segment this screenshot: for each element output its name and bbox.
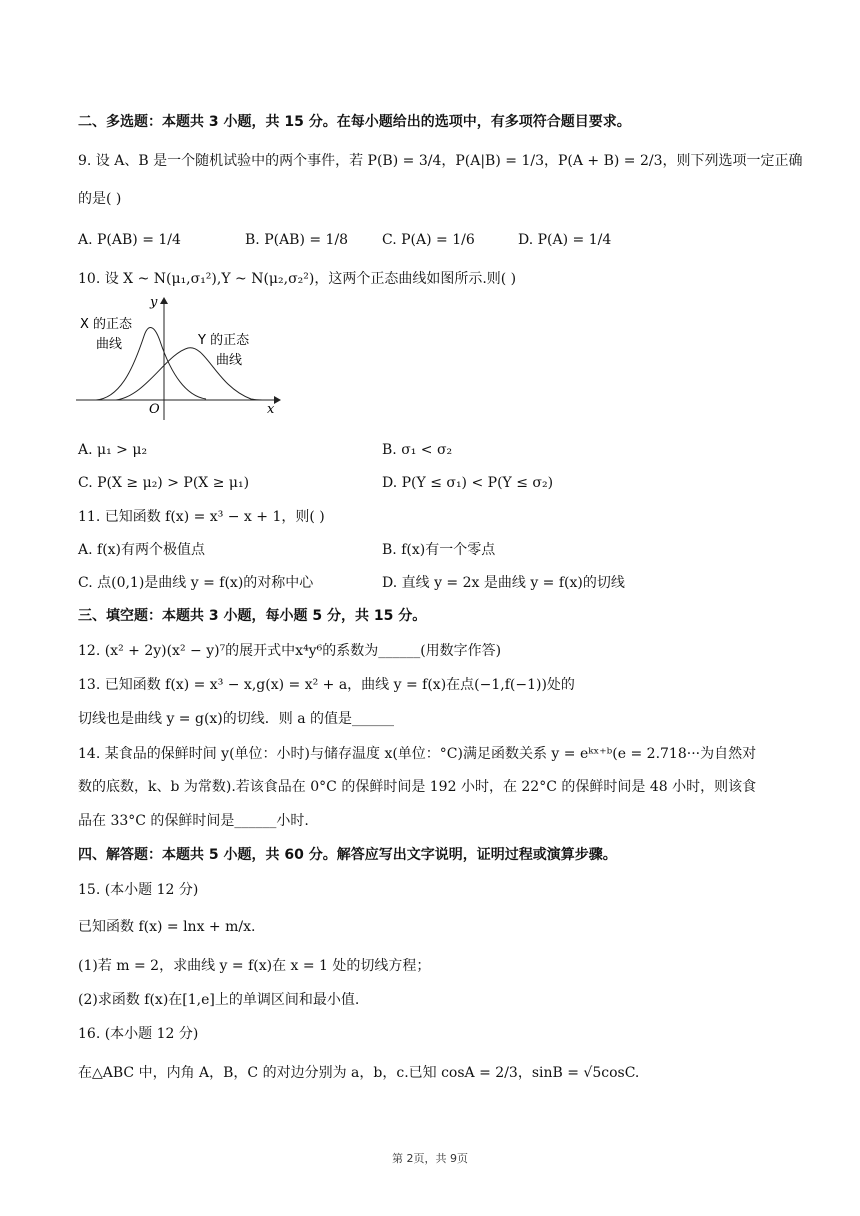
x-curve-label-line2: 曲线 (96, 337, 123, 352)
q9-option-c: C. P(A) = 1/6 (382, 232, 475, 248)
q15-part2: (2)求函数 f(x)在[1,e]上的单调区间和最小值. (78, 992, 360, 1008)
q10-stem: 10. 设 X ~ N(μ₁,σ₁²),Y ~ N(μ₂,σ₂²)，这两个正态曲线如图所示.则( ) (78, 271, 517, 287)
normal-curves-figure (76, 296, 282, 422)
q10-option-c: C. P(X ≥ μ₂) > P(X ≥ μ₁) (78, 475, 250, 491)
q13-stem-line1: 13. 已知函数 f(x) = x³ − x,g(x) = x² + a，曲线 y = f(x)在点(−1,f(−1))处的 (78, 677, 575, 693)
q12-stem: 12. (x² + 2y)(x² − y)⁷的展开式中x⁴y⁶的系数为______(用数字作答) (78, 643, 502, 659)
q16-title: 16. (本小题 12 分) (78, 1026, 199, 1042)
q9-option-b: B. P(AB) = 1/8 (245, 232, 349, 248)
page-footer: 第 2页，共 9页 (392, 1152, 468, 1165)
q16-stem: 在△ABC 中，内角 A，B，C 的对边分别为 a，b，c.已知 cosA = 2/3，sinB = √5cosC. (78, 1065, 640, 1081)
q14-stem-line1: 14. 某食品的保鲜时间 y(单位：小时)与储存温度 x(单位：°C)满足函数关系 y = eᵏˣ⁺ᵇ(e = 2.718···为自然对 (78, 746, 757, 762)
y-axis-label: y (150, 296, 158, 310)
q14-stem-line2: 数的底数，k、b 为常数).若该食品在 0°C 的保鲜时间是 192 小时，在 22°C 的保鲜时间是 48 小时，则该食 (78, 779, 757, 795)
q10-option-d: D. P(Y ≤ σ₁) < P(Y ≤ σ₂) (382, 475, 554, 491)
x-curve-label-line1: X 的正态 (80, 317, 133, 332)
q13-stem-line2: 切线也是曲线 y = g(x)的切线．则 a 的值是______ (78, 711, 395, 727)
x-axis-arrow (274, 396, 281, 404)
y-axis-arrow (160, 297, 168, 304)
section-2-heading: 二、多选题：本题共 3 小题，共 15 分。在每小题给出的选项中，有多项符合题目要求。 (78, 114, 631, 130)
q9-option-d: D. P(A) = 1/4 (518, 232, 612, 248)
q11-option-a: A. f(x)有两个极值点 (78, 542, 206, 558)
origin-label: O (149, 402, 160, 417)
q9-stem-line1: 9. 设 A、B 是一个随机试验中的两个事件，若 P(B) = 3/4，P(A|B) = 1/3，P(A + B) = 2/3，则下列选项一定正确 (78, 153, 803, 169)
x-axis-label: x (267, 402, 275, 417)
q11-option-b: B. f(x)有一个零点 (382, 542, 496, 558)
q11-option-c: C. 点(0,1)是曲线 y = f(x)的对称中心 (78, 575, 314, 591)
y-curve-label-line1: Y 的正态 (198, 333, 250, 348)
q9-option-a: A. P(AB) = 1/4 (78, 232, 181, 248)
y-curve-label-line2: 曲线 (216, 353, 243, 368)
q15-part1: (1)若 m = 2，求曲线 y = f(x)在 x = 1 处的切线方程； (78, 958, 431, 974)
q10-option-b: B. σ₁ < σ₂ (382, 442, 453, 458)
section-4-heading: 四、解答题：本题共 5 小题，共 60 分。解答应写出文字说明，证明过程或演算步骤。 (78, 847, 617, 863)
q11-stem: 11. 已知函数 f(x) = x³ − x + 1，则( ) (78, 509, 325, 525)
q9-stem-line2: 的是( ) (78, 191, 122, 207)
section-3-heading: 三、填空题：本题共 3 小题，每小题 5 分，共 15 分。 (78, 608, 427, 624)
q14-stem-line3: 品在 33°C 的保鲜时间是______小时. (78, 813, 309, 829)
q15-stem: 已知函数 f(x) = lnx + m/x. (78, 919, 256, 935)
q15-title: 15. (本小题 12 分) (78, 882, 199, 898)
q11-option-d: D. 直线 y = 2x 是曲线 y = f(x)的切线 (382, 575, 625, 591)
q10-option-a: A. μ₁ > μ₂ (78, 442, 148, 458)
